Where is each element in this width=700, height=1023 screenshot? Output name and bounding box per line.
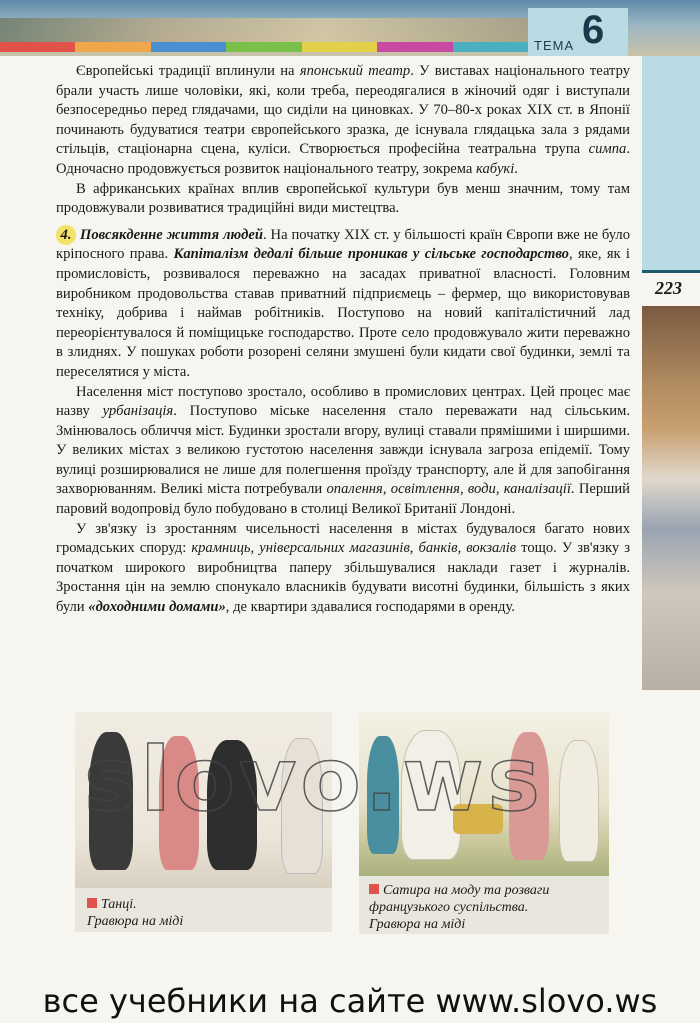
emphasis-text: симпа	[588, 141, 627, 158]
paragraph	[56, 62, 630, 180]
paragraph	[56, 520, 630, 618]
text-run: . Поступово міське населення стало переважати над сільським. Змінювалось обличчя міст. Будинки зростали вгору, вулиці ставали прямішими і ширшими. У великих містах з великою густотою населення завжди існувала загроза епідемії. Тому вулиці розширювалися не лише для полегшення проїзду транспорту, але й для запобігання захворюванням. Великі міста потребували	[56, 403, 630, 498]
text-run: , де квартири здавалися господарями в оренду.	[225, 599, 515, 616]
emphasis-text: «доходними домами»	[88, 599, 226, 616]
color-stripe	[302, 42, 378, 52]
color-stripe	[453, 42, 529, 52]
emphasis-text: Капіталізм дедалі більше проникав у сільське господарство	[173, 246, 569, 263]
emphasis-text: японський театр	[299, 63, 411, 79]
margin-divider	[642, 270, 700, 273]
text-run: тощо. У зв'язку з початком широкого виробництва паперу збільшувалися наклади газет і журналів. Зростання цін на землю спонукало власників будувати висотні будинки, більшість з яких були	[56, 540, 630, 616]
text-run: . На початку XIX ст. у більшості країн Європи вже не було кріпосного права.	[56, 226, 630, 263]
footer-text: все учебники на сайте www.slovo.ws	[42, 982, 658, 1020]
text-run: Населення міст поступово зростало, особливо в промислових центрах. Цей процес має назву	[56, 383, 630, 420]
text-run: В африканських країнах вплив європейської культури був менш значним, тому там продовжували розвиватися традиційні види мистецтва.	[56, 180, 630, 217]
caption-title: Сатира на моду та розваги французького суспільства.	[369, 883, 550, 915]
text-run: .	[514, 160, 518, 177]
paragraph	[56, 383, 630, 520]
watermark: slovo.ws	[84, 728, 544, 831]
caption-subtitle: Гравюра на міді	[369, 917, 466, 932]
emphasis-text: Повсякденне життя людей	[80, 226, 263, 243]
color-stripe	[0, 42, 76, 52]
color-stripe	[377, 42, 453, 52]
caption-marker	[87, 898, 97, 908]
tema-number: 6	[582, 8, 605, 52]
body-text	[56, 62, 630, 618]
text-run: . У виставах національного театру брали участь лише чоловіки, які, коли треба, переодягалися в жіночий одяг і виступали безпосередньо перед глядачами, що сиділи на циновках. У 70–80-х роках XIX ст. в Японії починають будуватися театри європейського зразка, де існувала глядацька зала з рядами стільців, стаціонарна сцена, куліси. Створюється професійна театральна трупа	[56, 63, 631, 158]
text-run: У зв'язку із зростанням чисельності населення в містах будувалося багато нових громадських споруд:	[56, 520, 630, 557]
color-stripe	[226, 42, 302, 52]
caption-marker	[369, 884, 379, 894]
caption-subtitle: Гравюра на міді	[87, 914, 184, 929]
figure-caption-2	[359, 876, 609, 934]
section-number: 4.	[56, 225, 76, 245]
emphasis-text: крамниць, універсальних магазинів, банків, вокзалів	[191, 540, 517, 557]
text-run: . Одночасно продовжується розвиток національного театру, зокрема	[56, 141, 630, 177]
emphasis-text: опалення, освітлення, води, каналізації	[326, 481, 571, 498]
emphasis-text: кабукі	[476, 160, 515, 177]
emphasis-text: урбанізація	[102, 403, 174, 420]
figure-caption-1	[75, 888, 332, 932]
text-run: . Перший паровий водопровід було побудовано в столиці Великої Британії Лондоні.	[56, 481, 630, 518]
text-run: Європейські традиції вплинули на	[76, 63, 300, 79]
page-number: 223	[655, 278, 682, 298]
paragraph	[56, 180, 630, 219]
text-run: , яке, як і промисловість, розвивалося переважно на засадах приватної власності. Головним виробником продовольства ставав приватний підприємець – фермер, що використовував техніку, добрива і наймав робітників. Поступово на новий капіталістичний лад переорієнтувалося й поміщицьке господарство. Проте село продовжувало жити переважно в злиднях. У пошуках роботи розорені селяни змушені були кидати свої будинки, землі та переселятися у міста.	[56, 246, 630, 380]
color-stripe	[151, 42, 227, 52]
caption-title: Танці.	[101, 897, 137, 912]
tema-label: ТЕМА	[534, 38, 575, 53]
color-stripe	[75, 42, 151, 52]
margin-panel	[642, 56, 700, 270]
margin-painting-image	[642, 306, 700, 690]
section-paragraph	[56, 225, 630, 383]
